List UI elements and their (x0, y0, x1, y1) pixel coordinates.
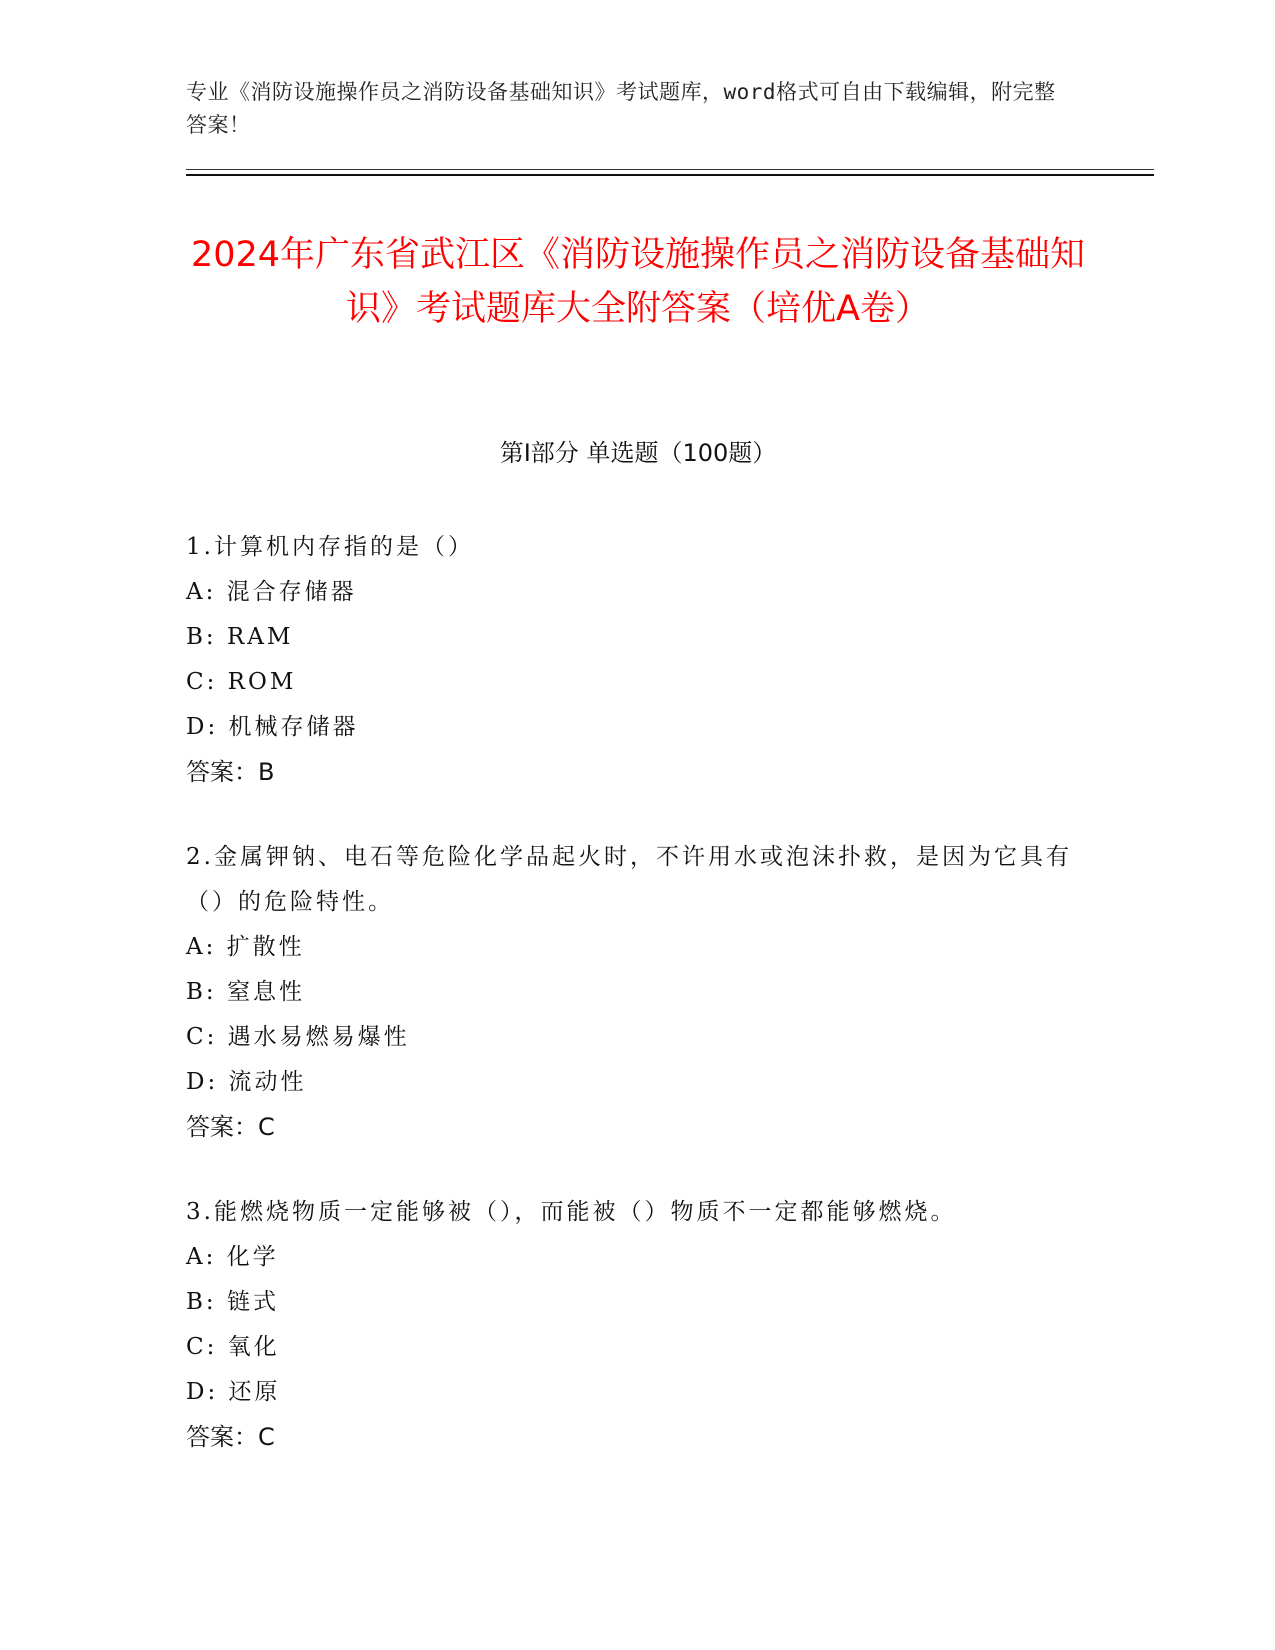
answer: 答案：C (186, 1423, 275, 1451)
question-stem: 3.能燃烧物质一定能够被（），而能被（）物质不一定都能够燃烧。 (186, 1199, 957, 1225)
option-b: B: 窒息性 (186, 979, 305, 1005)
option-d: D: 还原 (186, 1379, 281, 1405)
section-title: 第Ⅰ部分 单选题（100题） (499, 439, 777, 467)
option-d: D: 机械存储器 (186, 714, 359, 740)
question-item (186, 835, 1086, 1150)
question-stem: 1.计算机内存指的是（） (186, 534, 474, 560)
answer: 答案：B (186, 758, 275, 786)
option-c: C: 遇水易燃易爆性 (186, 1024, 410, 1050)
header-divider-thick (186, 174, 1154, 176)
option-b: B: 链式 (186, 1289, 279, 1315)
option-c: C: ROM (186, 669, 297, 695)
option-a: A: 扩散性 (186, 934, 305, 960)
option-c: C: 氧化 (186, 1334, 280, 1360)
option-d: D: 流动性 (186, 1069, 307, 1095)
question-stem: 2.金属钾钠、电石等危险化学品起火时，不许用水或泡沫扑救，是因为它具有（）的危险特性。 (186, 844, 1072, 915)
option-a: A: 混合存储器 (186, 579, 357, 605)
document-title: 2024年广东省武江区《消防设施操作员之消防设备基础知识》考试题库大全附答案（培优A卷） (190, 235, 1086, 329)
header-divider-thin (186, 169, 1154, 170)
question-item (186, 1190, 1086, 1460)
question-item (186, 525, 1086, 795)
answer: 答案：C (186, 1113, 275, 1141)
header-note: 专业《消防设施操作员之消防设备基础知识》考试题库，word格式可自由下载编辑，附完整答案！ (186, 80, 1056, 137)
question-list (186, 525, 1086, 1500)
option-b: B: RAM (186, 624, 294, 650)
option-a: A: 化学 (186, 1244, 279, 1270)
